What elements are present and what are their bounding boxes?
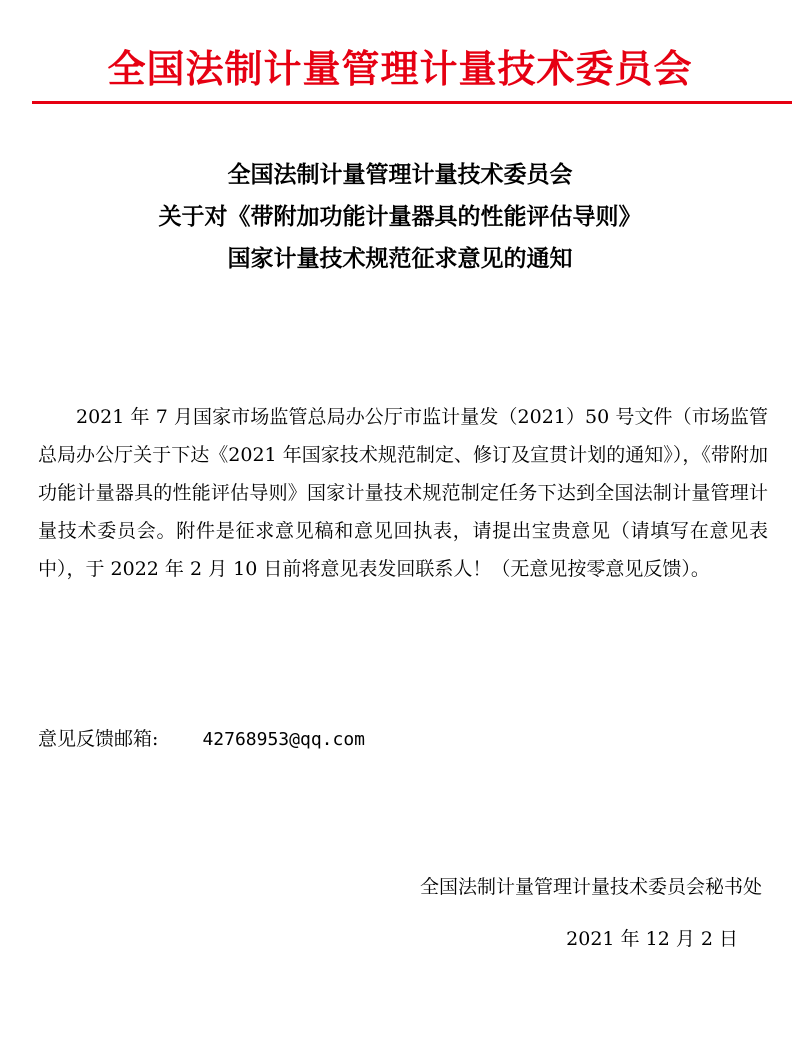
feedback-email-label: 意见反馈邮箱: <box>38 728 159 750</box>
issuer-signature: 全国法制计量管理计量技术委员会秘书处 <box>419 876 762 898</box>
letterhead-divider <box>32 101 792 104</box>
body-paragraph: 2021 年 7 月国家市场监管总局办公厅市监计量发（2021）50 号文件（市场监管总局办公厅关于下达《2021 年国家技术规范制定、修订及宣贯计划的通知》），《带附加功能计量器具的性能评估导则》国家计量技术规范制定任务下达到全国法制计量管理计量技术委员会。附件是征求意见稿和意见回执表，请提出宝贵意见（请填写在意见表中），于 2022 年 2 月 10 日前将意见表发回联系人！（无意见按零意见反馈）。 <box>38 406 768 580</box>
title-line-3: 国家计量技术规范征求意见的通知 <box>227 246 573 272</box>
title-line-1: 全国法制计量管理计量技术委员会 <box>227 162 573 188</box>
feedback-email-address: 42768953@qq.com <box>202 729 366 750</box>
feedback-email-row <box>38 724 365 755</box>
title-line-2: 关于对《带附加功能计量器具的性能评估导则》 <box>158 204 642 230</box>
letterhead-org-name: 全国法制计量管理计量技术委员会 <box>107 47 693 91</box>
document-title <box>0 154 800 280</box>
issue-date: 2021 年 12 月 2 日 <box>566 928 738 950</box>
